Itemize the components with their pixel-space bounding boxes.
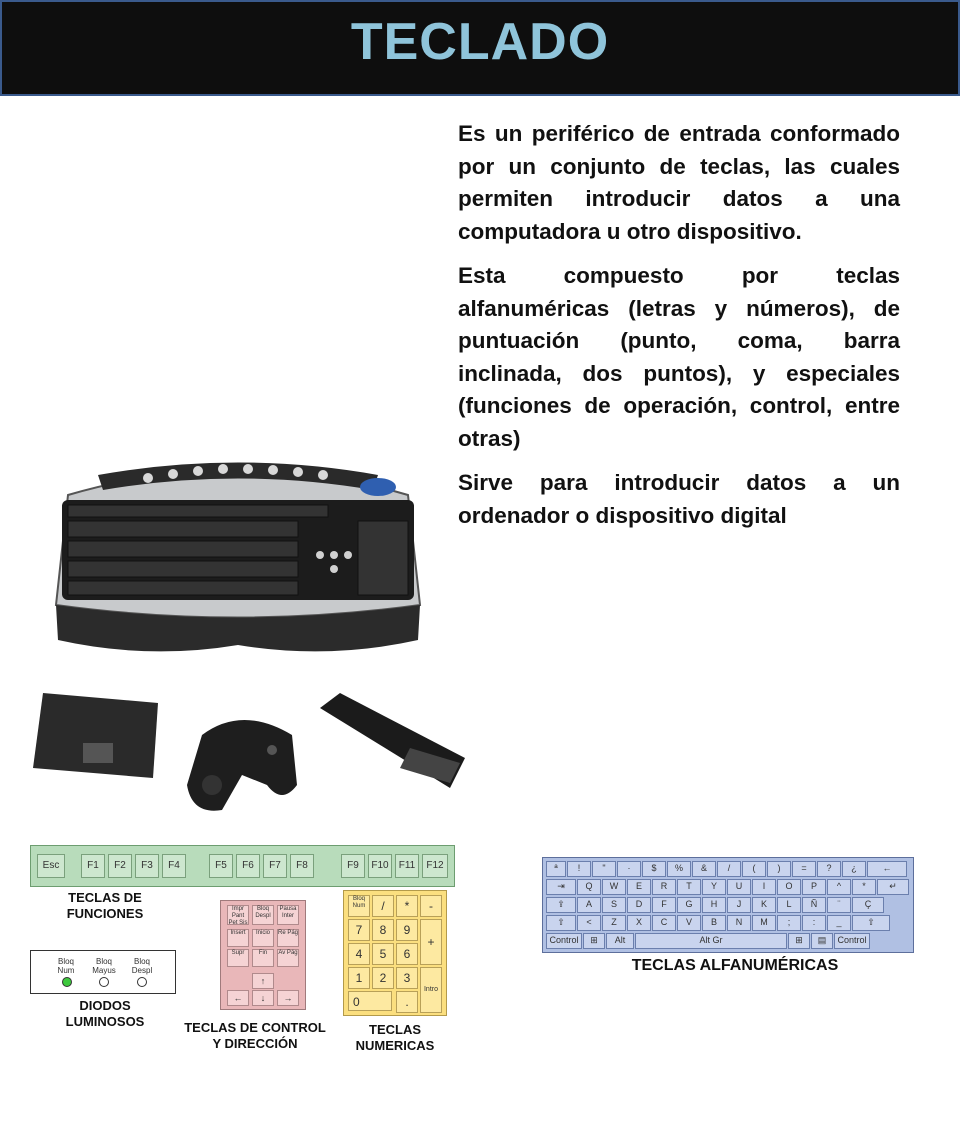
alpha-key: V (677, 915, 701, 931)
key-esc: Esc (37, 854, 65, 878)
numpad-panel (343, 890, 447, 1016)
alpha-key: ⇪ (546, 897, 576, 913)
alpha-key: ▤ (811, 933, 833, 949)
alpha-key: T (677, 879, 701, 895)
alpha-key: ª (546, 861, 566, 877)
key-f7: F7 (263, 854, 287, 878)
alpha-key: ? (817, 861, 841, 877)
key-f9: F9 (341, 854, 365, 878)
numpad-6: 6 (396, 943, 418, 965)
paragraph-purpose: Sirve para introducir datos a un ordenador o dispositivo digital (458, 470, 900, 528)
alpha-key: X (627, 915, 651, 931)
alpha-key: A (577, 897, 601, 913)
arrow-right-icon: → (277, 990, 299, 1006)
key-impr-pant: Impr Pant Pet Sis (228, 906, 248, 926)
alpha-key: * (852, 879, 876, 895)
alpha-key: ← (867, 861, 907, 877)
alpha-key: E (627, 879, 651, 895)
key-f5: F5 (209, 854, 233, 878)
key-f8: F8 (290, 854, 314, 878)
alpha-key: Ç (852, 897, 884, 913)
alpha-key: ! (567, 861, 591, 877)
control-keys-panel (220, 900, 306, 1010)
led-label-mayus: Bloq Mayus (92, 957, 116, 975)
numpad-star: * (396, 895, 418, 917)
alpha-key: ⇧ (546, 915, 576, 931)
alpha-key: " (592, 861, 616, 877)
led-label-num: Bloq Num (57, 957, 75, 975)
alpha-key: U (727, 879, 751, 895)
alpha-key: < (577, 915, 601, 931)
paragraph-definition: Es un periférico de entrada conformado por un conjunto de teclas, las cuales permiten introducir datos a una computadora u otro dispositivo. (458, 121, 900, 244)
numpad-7: 7 (348, 919, 370, 941)
alpha-key: Y (702, 879, 726, 895)
arrow-up-icon: ↑ (252, 973, 274, 989)
key-f1: F1 (81, 854, 105, 878)
numpad-0: 0 (348, 991, 392, 1011)
alpha-key: D (627, 897, 651, 913)
label-control: TECLAS DE CONTROL Y DIRECCIÓN (184, 1020, 326, 1051)
led-panel (30, 950, 176, 994)
alphanumeric-panel (542, 857, 914, 953)
alpha-key: / (717, 861, 741, 877)
label-alfanumericas: TECLAS ALFANUMÉRICAS (631, 957, 839, 974)
alpha-key: ↵ (877, 879, 909, 895)
alpha-key: $ (642, 861, 666, 877)
alpha-key: R (652, 879, 676, 895)
key-f10: F10 (368, 854, 392, 878)
alpha-key: ) (767, 861, 791, 877)
key-supr: Supr (227, 949, 249, 967)
alpha-key: O (777, 879, 801, 895)
alpha-key: _ (827, 915, 851, 931)
label-teclas-funciones: TECLAS DE FUNCIONES (66, 890, 144, 921)
keyboard-image (38, 455, 438, 675)
alpha-key: Alt (606, 933, 634, 949)
numpad-minus: - (420, 895, 442, 917)
rugged-keyboard-image (28, 688, 168, 788)
alpha-key: · (617, 861, 641, 877)
led-label-despl: Bloq Despl (131, 957, 153, 975)
alpha-key: ⇥ (546, 879, 576, 895)
alpha-key: M (752, 915, 776, 931)
alpha-key: ^ (827, 879, 851, 895)
gamepad-keyboard-image (182, 705, 302, 820)
alpha-key: P (802, 879, 826, 895)
key-f6: F6 (236, 854, 260, 878)
alpha-key: ¨ (827, 897, 851, 913)
key-f12: F12 (422, 854, 448, 878)
key-re-pag: Re Pág (277, 929, 299, 947)
alpha-key: I (752, 879, 776, 895)
alpha-key: K (752, 897, 776, 913)
alpha-key: L (777, 897, 801, 913)
label-numericas: TECLAS NUMERICAS (355, 1022, 435, 1053)
key-bloq-despl: Bloq Despl (252, 905, 274, 925)
numpad-dot: . (396, 991, 418, 1013)
function-keys-panel (30, 845, 455, 887)
alpha-key: S (602, 897, 626, 913)
numpad-1: 1 (348, 967, 370, 989)
numpad-9: 9 (396, 919, 418, 941)
key-f11: F11 (395, 854, 419, 878)
arrow-down-icon: ↓ (252, 990, 274, 1006)
alpha-key: C (652, 915, 676, 931)
alpha-key: ⇧ (852, 915, 890, 931)
alpha-key: ; (777, 915, 801, 931)
title-banner (0, 0, 960, 96)
page-title: TECLADO (350, 13, 610, 71)
alpha-key: Q (577, 879, 601, 895)
alpha-key: ⊞ (583, 933, 605, 949)
alpha-key: Control (834, 933, 870, 949)
key-insert: Insert (227, 929, 249, 947)
numpad-2: 2 (372, 967, 394, 989)
alpha-key: ¿ (842, 861, 866, 877)
numpad-8: 8 (372, 919, 394, 941)
numpad-3: 3 (396, 967, 418, 989)
arrow-left-icon: ← (227, 990, 249, 1006)
alpha-key: H (702, 897, 726, 913)
numpad-intro: Intro (420, 967, 442, 1013)
led-mayus-icon (99, 977, 109, 987)
alpha-key: F (652, 897, 676, 913)
alpha-key: G (677, 897, 701, 913)
alpha-key: = (792, 861, 816, 877)
led-num-icon (62, 977, 72, 987)
alpha-key: % (667, 861, 691, 877)
alpha-key: B (702, 915, 726, 931)
label-diodos: DIODOS LUMINOSOS (65, 998, 145, 1029)
paragraph-composition: Esta compuesto por teclas alfanuméricas (letras y números), de puntuación (punto, coma, barra inclinada, dos puntos), y especiales (funciones de operación, control, entre otras) (458, 263, 900, 451)
key-f4: F4 (162, 854, 186, 878)
alpha-key: Alt Gr (635, 933, 787, 949)
key-f3: F3 (135, 854, 159, 878)
alpha-key: Z (602, 915, 626, 931)
numpad-bloq-num: Bloq Num (348, 895, 370, 917)
numpad-plus: + (420, 919, 442, 965)
key-av-pag: Av Pág (277, 949, 299, 967)
description (458, 118, 900, 544)
alpha-key: J (727, 897, 751, 913)
key-pausa: Pausa Inter (277, 905, 299, 925)
alpha-key: N (727, 915, 751, 931)
numpad-4: 4 (348, 943, 370, 965)
alpha-key: ⊞ (788, 933, 810, 949)
alpha-key: Control (546, 933, 582, 949)
alpha-key: W (602, 879, 626, 895)
mini-keyboard-image (310, 688, 470, 793)
key-f2: F2 (108, 854, 132, 878)
numpad-slash: / (372, 895, 394, 917)
led-despl-icon (137, 977, 147, 987)
key-fin: Fin (252, 949, 274, 967)
alpha-key: : (802, 915, 826, 931)
numpad-5: 5 (372, 943, 394, 965)
alpha-key: Ñ (802, 897, 826, 913)
key-inicio: Inicio (252, 929, 274, 947)
alpha-key: ( (742, 861, 766, 877)
alpha-key: & (692, 861, 716, 877)
